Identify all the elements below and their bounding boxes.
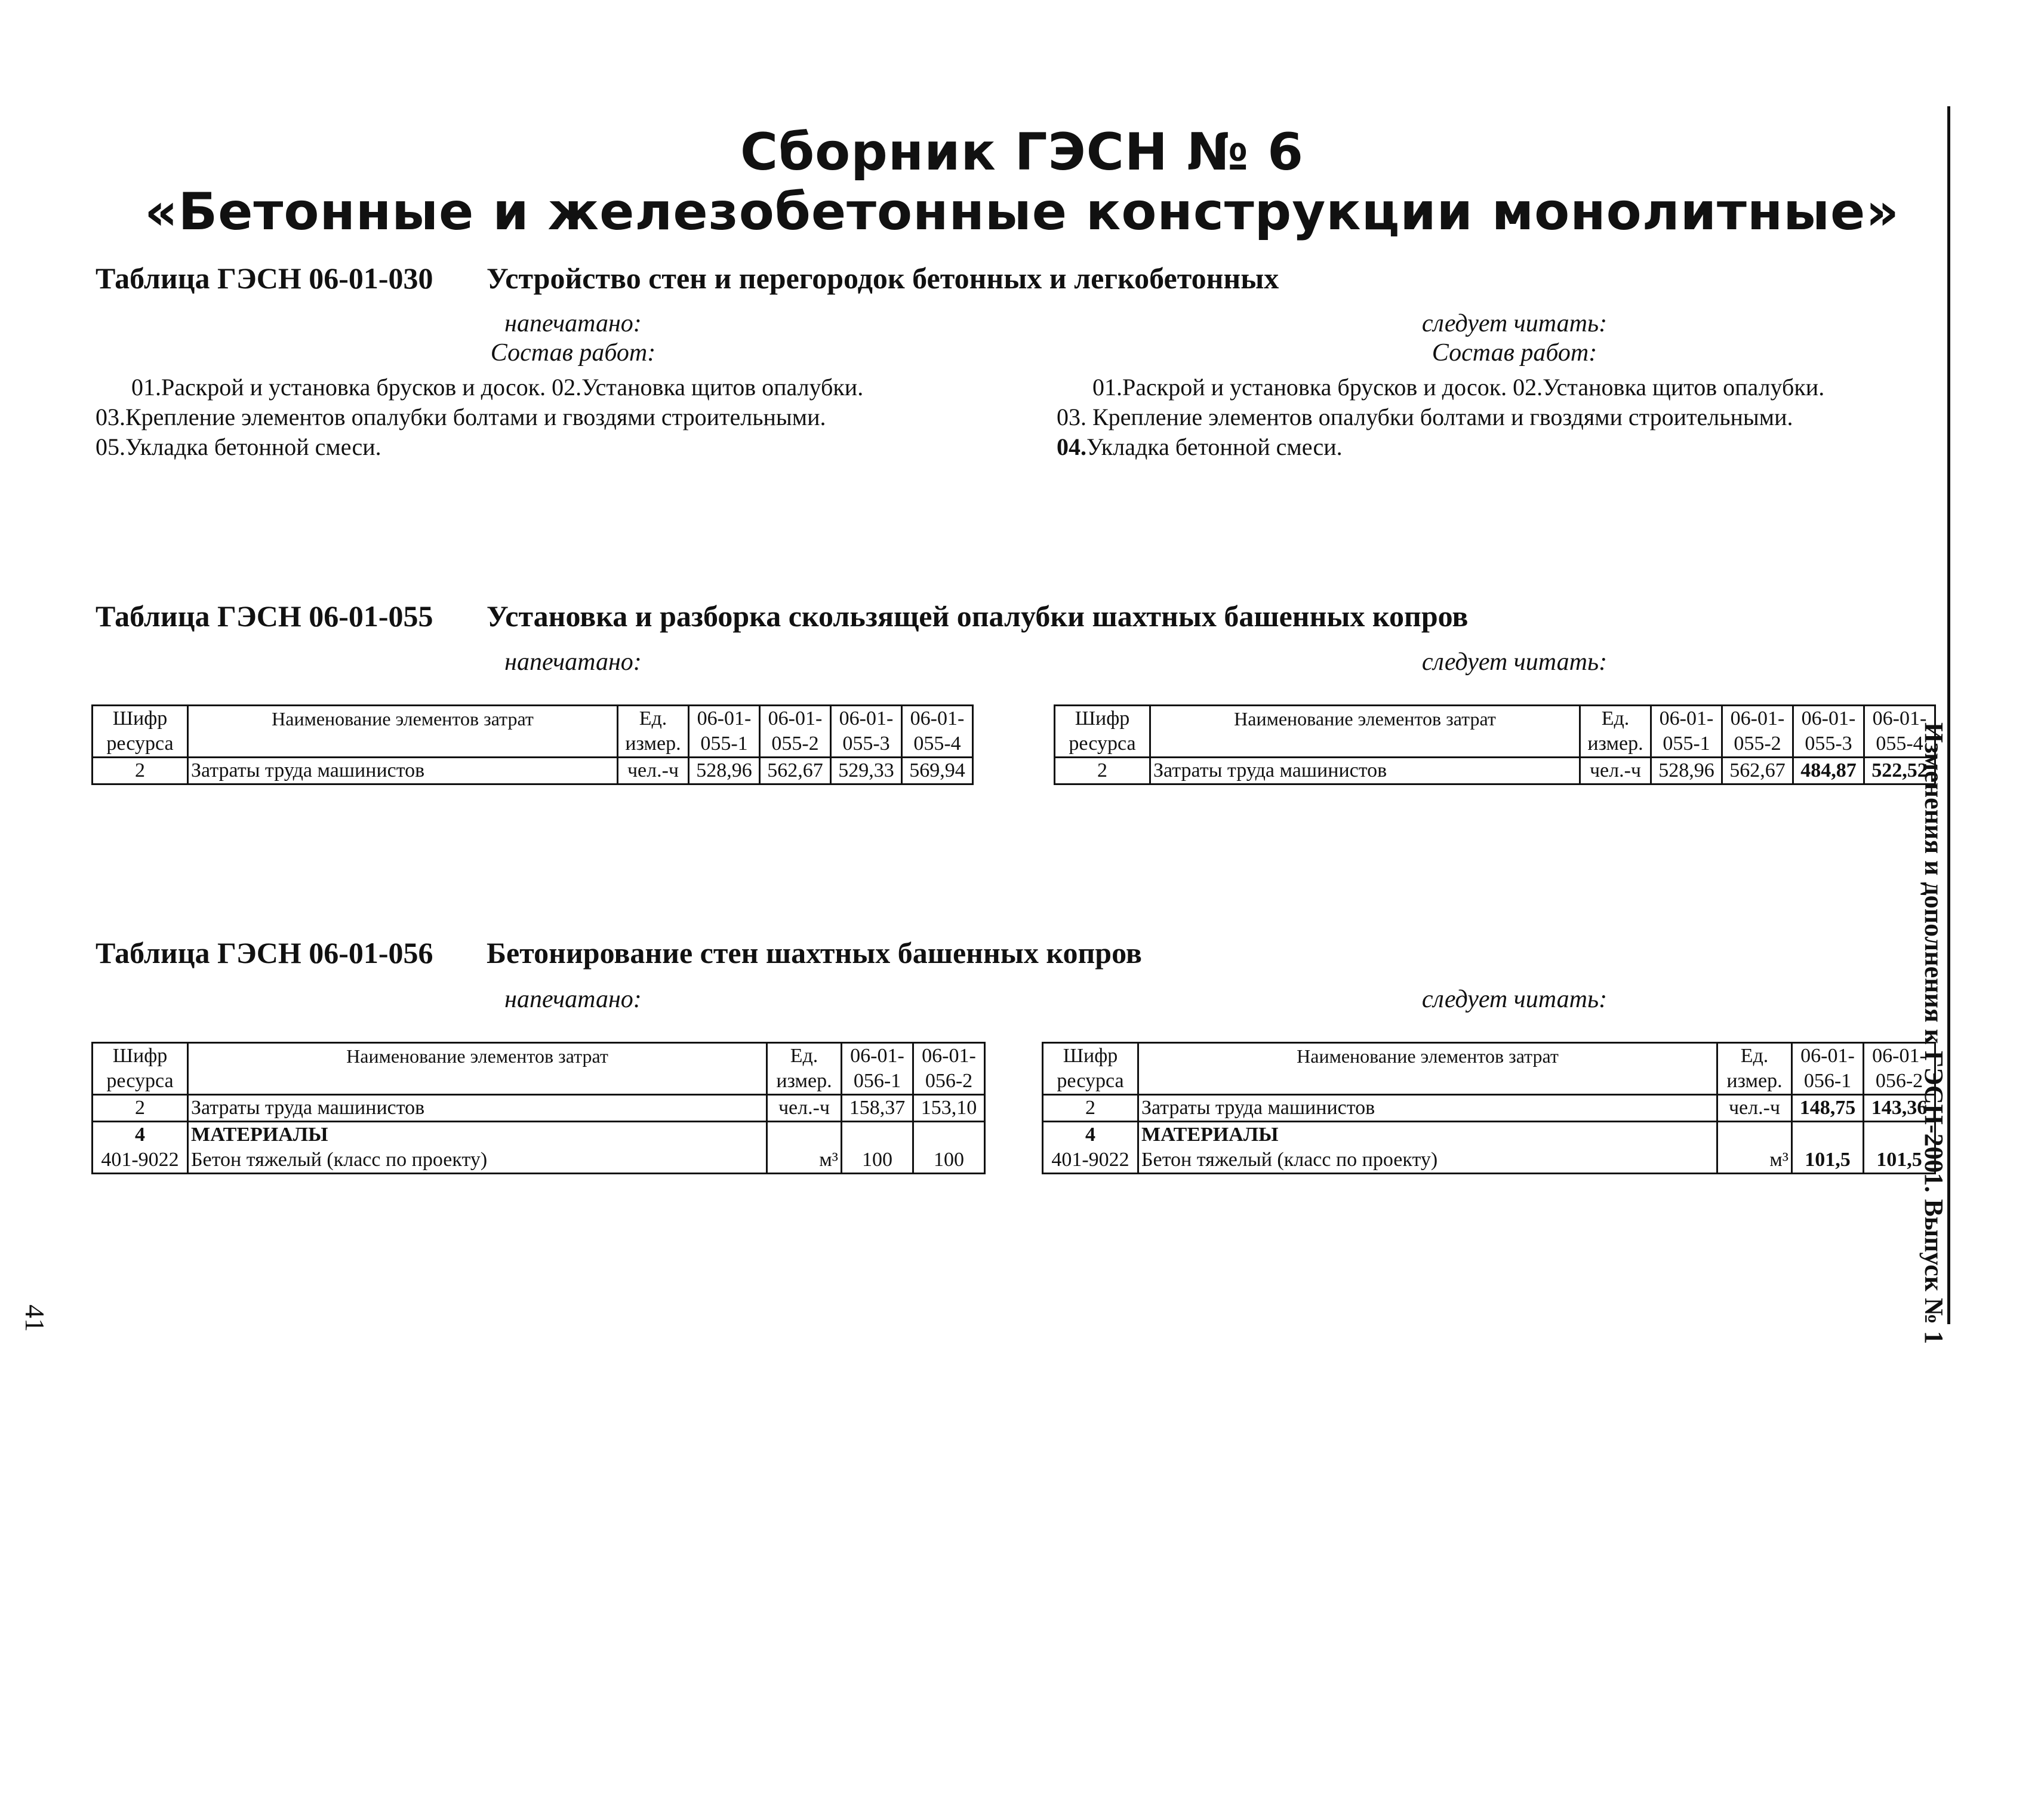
cell-group-name: МАТЕРИАЛЫ: [188, 1122, 767, 1148]
cell-unit: м³: [1717, 1147, 1792, 1174]
section2-should-read-label: следует читать:: [1421, 648, 1608, 676]
cell-value-4: 569,94: [902, 758, 973, 784]
header-col-1: 06-01- 056-1: [842, 1043, 913, 1095]
cell-value-2: 100: [913, 1147, 985, 1174]
section3-table-code: Таблица ГЭСН 06-01-056: [96, 936, 433, 970]
header-col-3: 06-01- 055-3: [831, 706, 902, 758]
cell-code: 4: [1043, 1122, 1138, 1148]
header-name: Наименование элементов затрат: [1138, 1043, 1717, 1095]
side-caption: Изменения и дополнения к ГЭСН-2001. Выпуск № 1: [1919, 722, 1948, 1344]
cell-value-1: 100: [842, 1147, 913, 1174]
header-unit: Ед. измер.: [1580, 706, 1651, 758]
cell-value-1: 148,75: [1792, 1095, 1864, 1122]
header-name: Наименование элементов затрат: [188, 1043, 767, 1095]
cell-value-1: 158,37: [842, 1095, 913, 1122]
cell-value-2: 101,5: [1864, 1147, 1935, 1174]
cell-value-1: 528,96: [1651, 758, 1722, 784]
header-code: Шифр ресурса: [1043, 1043, 1138, 1095]
cell-code: 401-9022: [93, 1147, 188, 1174]
section2-table-name: Установка и разборка скользящей опалубки шахтных башенных копров: [487, 599, 1469, 633]
cell-unit: чел.-ч: [618, 758, 689, 784]
cell-code: 2: [93, 1095, 188, 1122]
cell-unit: чел.-ч: [1580, 758, 1651, 784]
cell-unit: чел.-ч: [1717, 1095, 1792, 1122]
header-col-2: 06-01- 056-2: [913, 1043, 985, 1095]
table-row: [1055, 758, 1935, 784]
cell-unit: [1717, 1122, 1792, 1148]
cell-value-1: [842, 1122, 913, 1148]
cell-value-1: 528,96: [689, 758, 760, 784]
table-header-row: [1043, 1043, 1935, 1095]
cell-value-3: 484,87: [1793, 758, 1864, 784]
header-col-3: 06-01- 055-3: [1793, 706, 1864, 758]
header-col-2: 06-01- 055-2: [760, 706, 831, 758]
header-col-2: 06-01- 056-2: [1864, 1043, 1935, 1095]
cell-name: Затраты труда машинистов: [1150, 758, 1580, 784]
cell-value-1: 101,5: [1792, 1147, 1864, 1174]
cell-name: Затраты труда машинистов: [188, 758, 618, 784]
cell-value-2: 562,67: [760, 758, 831, 784]
section1-corrected-work-label: Состав работ:: [1432, 339, 1597, 367]
header-code: Шифр ресурса: [93, 1043, 188, 1095]
header-col-1: 06-01- 056-1: [1792, 1043, 1864, 1095]
section1-printed-text: [96, 373, 961, 462]
section3-printed-table: [91, 1042, 986, 1174]
header-col-4: 06-01- 055-4: [902, 706, 973, 758]
table-row: [93, 758, 973, 784]
page-number: 41: [20, 1304, 50, 1332]
header-code: Шифр ресурса: [1055, 706, 1150, 758]
cell-value-2: 562,67: [1722, 758, 1793, 784]
header-unit: Ед. измер.: [1717, 1043, 1792, 1095]
section1-corrected-text: [1057, 373, 1922, 462]
corrected-line-2: 03. Крепление элементов опалубки болтами и гвоздями строительными.: [1057, 404, 1793, 430]
section2-corrected-table: [1054, 704, 1936, 785]
section1-should-read-label: следует читать:: [1421, 310, 1608, 337]
header-col-2: 06-01- 055-2: [1722, 706, 1793, 758]
section1-table-code: Таблица ГЭСН 06-01-030: [96, 261, 433, 295]
cell-value-4: 522,52: [1864, 758, 1935, 784]
section1-printed-label: напечатано:: [504, 310, 642, 337]
table-header-row: [93, 1043, 985, 1095]
cell-value-2: 143,36: [1864, 1095, 1935, 1122]
table-header-row: [93, 706, 973, 758]
cell-unit: чел.-ч: [767, 1095, 842, 1122]
printed-line-3: 05.Укладка бетонной смеси.: [96, 433, 381, 460]
table-row: [93, 1095, 985, 1122]
cell-code: 2: [93, 758, 188, 784]
cell-value-1: [1792, 1122, 1864, 1148]
cell-name: Бетон тяжелый (класс по проекту): [188, 1147, 767, 1174]
section3-corrected-table: [1042, 1042, 1936, 1174]
cell-code: 2: [1055, 758, 1150, 784]
header-code: Шифр ресурса: [93, 706, 188, 758]
header-unit: Ед. измер.: [767, 1043, 842, 1095]
table-row: [1043, 1147, 1935, 1174]
header-unit: Ед. измер.: [618, 706, 689, 758]
header-name: Наименование элементов затрат: [1150, 706, 1580, 758]
corrected-item-text: Укладка бетонной смеси.: [1086, 433, 1343, 460]
cell-unit: [767, 1122, 842, 1148]
printed-line-1: 01.Раскрой и установка брусков и досок. 02.Установка щитов опалубки.: [131, 374, 864, 401]
printed-line-2: 03.Крепление элементов опалубки болтами и гвоздями строительными.: [96, 404, 826, 430]
cell-value-2: [913, 1122, 985, 1148]
collection-title: Сборник ГЭСН № 6: [740, 122, 1304, 182]
cell-unit: м³: [767, 1147, 842, 1174]
collection-subtitle: «Бетонные и железобетонные конструкции монолитные»: [144, 182, 1900, 242]
cell-name: Бетон тяжелый (класс по проекту): [1138, 1147, 1717, 1174]
header-col-1: 06-01- 055-1: [689, 706, 760, 758]
table-row: [93, 1147, 985, 1174]
table-row: [1043, 1095, 1935, 1122]
table-row: [1043, 1122, 1935, 1148]
table-row: [93, 1122, 985, 1148]
section3-should-read-label: следует читать:: [1421, 986, 1608, 1013]
cell-code: 2: [1043, 1095, 1138, 1122]
table-header-row: [1055, 706, 1935, 758]
cell-code: 401-9022: [1043, 1147, 1138, 1174]
cell-code: 4: [93, 1122, 188, 1148]
section3-printed-label: напечатано:: [504, 986, 642, 1013]
section2-printed-label: напечатано:: [504, 648, 642, 676]
section1-printed-work-label: Состав работ:: [490, 339, 656, 367]
cell-value-2: 153,10: [913, 1095, 985, 1122]
header-col-4: 06-01- 055-4: [1864, 706, 1935, 758]
header-name: Наименование элементов затрат: [188, 706, 618, 758]
section3-table-name: Бетонирование стен шахтных башенных копров: [487, 936, 1142, 970]
cell-name: Затраты труда машинистов: [188, 1095, 767, 1122]
cell-name: Затраты труда машинистов: [1138, 1095, 1717, 1122]
cell-value-3: 529,33: [831, 758, 902, 784]
corrected-item-number: 04.: [1057, 433, 1086, 460]
section2-printed-table: [91, 704, 974, 785]
header-col-1: 06-01- 055-1: [1651, 706, 1722, 758]
section1-table-name: Устройство стен и перегородок бетонных и легкобетонных: [487, 261, 1279, 295]
section2-table-code: Таблица ГЭСН 06-01-055: [96, 599, 433, 633]
cell-group-name: МАТЕРИАЛЫ: [1138, 1122, 1717, 1148]
corrected-line-1: 01.Раскрой и установка брусков и досок. 02.Установка щитов опалубки.: [1092, 374, 1825, 401]
corrected-line-3: [1057, 432, 1922, 462]
